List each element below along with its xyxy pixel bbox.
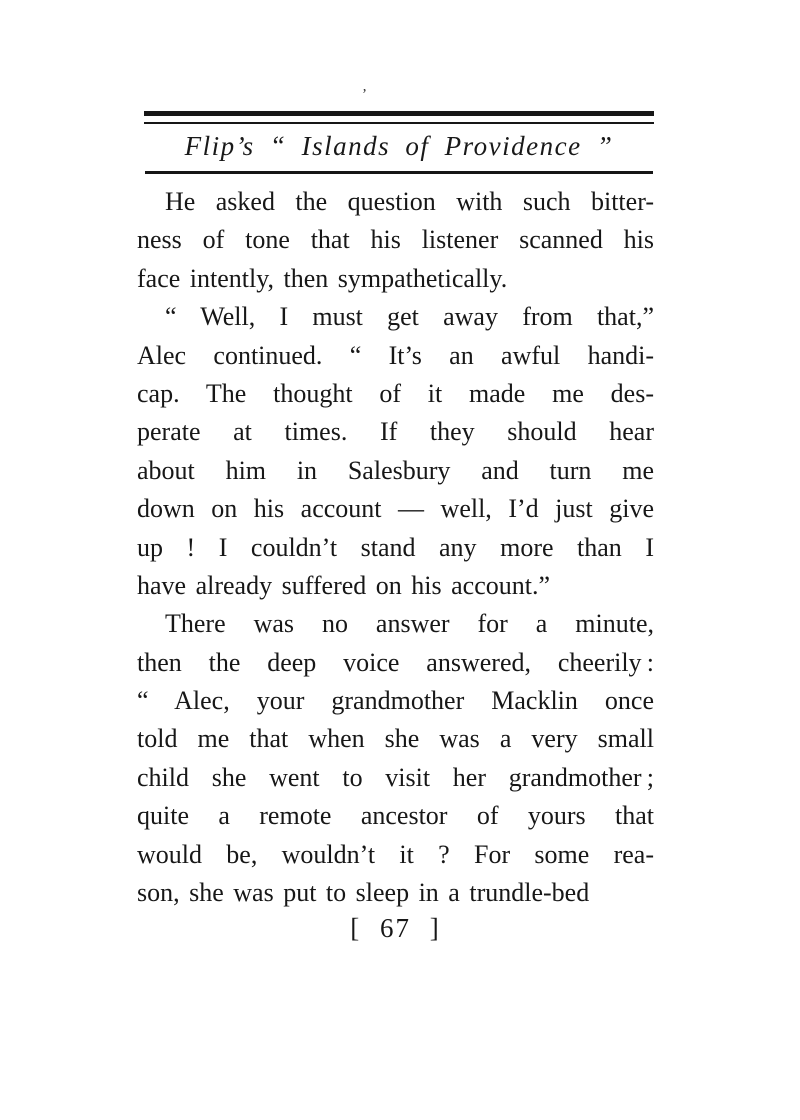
text-line: cap. The thought of it made me des- [137, 378, 654, 408]
title-underline-rule [145, 171, 653, 174]
text-line: He asked the question with such bitter- [165, 187, 654, 216]
text-line: son, she was put to sleep in a trundle-bed [137, 878, 590, 908]
text-line: down on his account — well, I’d just give [137, 494, 654, 524]
running-head-title: Flip’s “ Islands of Providence ” [184, 131, 614, 161]
text-line: “ Well, I must get away from that,” [165, 302, 654, 332]
text-line: up ! I couldn’t stand any more than I [137, 532, 654, 562]
page-number: [ 67 ] [350, 913, 441, 943]
text-line: “ Alec, your grandmother Macklin once [137, 686, 654, 716]
print-artifact-mark: ʼ [362, 87, 367, 103]
text-line: quite a remote ancestor of yours that [137, 801, 654, 831]
text-line: child she went to visit her grandmother ; [137, 762, 654, 792]
text-line: perate at times. If they should hear [137, 417, 654, 447]
head-rule-thick [144, 111, 654, 116]
head-rule-thin [144, 122, 654, 124]
text-line: Alec continued. “ It’s an awful handi- [137, 340, 654, 370]
text-line: told me that when she was a very small [137, 724, 654, 754]
text-line: have already suffered on his account.” [137, 570, 551, 600]
text-line: about him in Salesbury and turn me [137, 455, 654, 485]
text-line: ness of tone that his listener scanned his [137, 225, 654, 255]
text-line: would be, wouldn’t it ? For some rea- [137, 839, 654, 869]
text-line: then the deep voice answered, cheerily : [137, 647, 654, 677]
page-body-text [137, 183, 654, 912]
text-line: There was no answer for a minute, [165, 609, 654, 639]
text-line: face intently, then sympathetically. [137, 263, 508, 293]
